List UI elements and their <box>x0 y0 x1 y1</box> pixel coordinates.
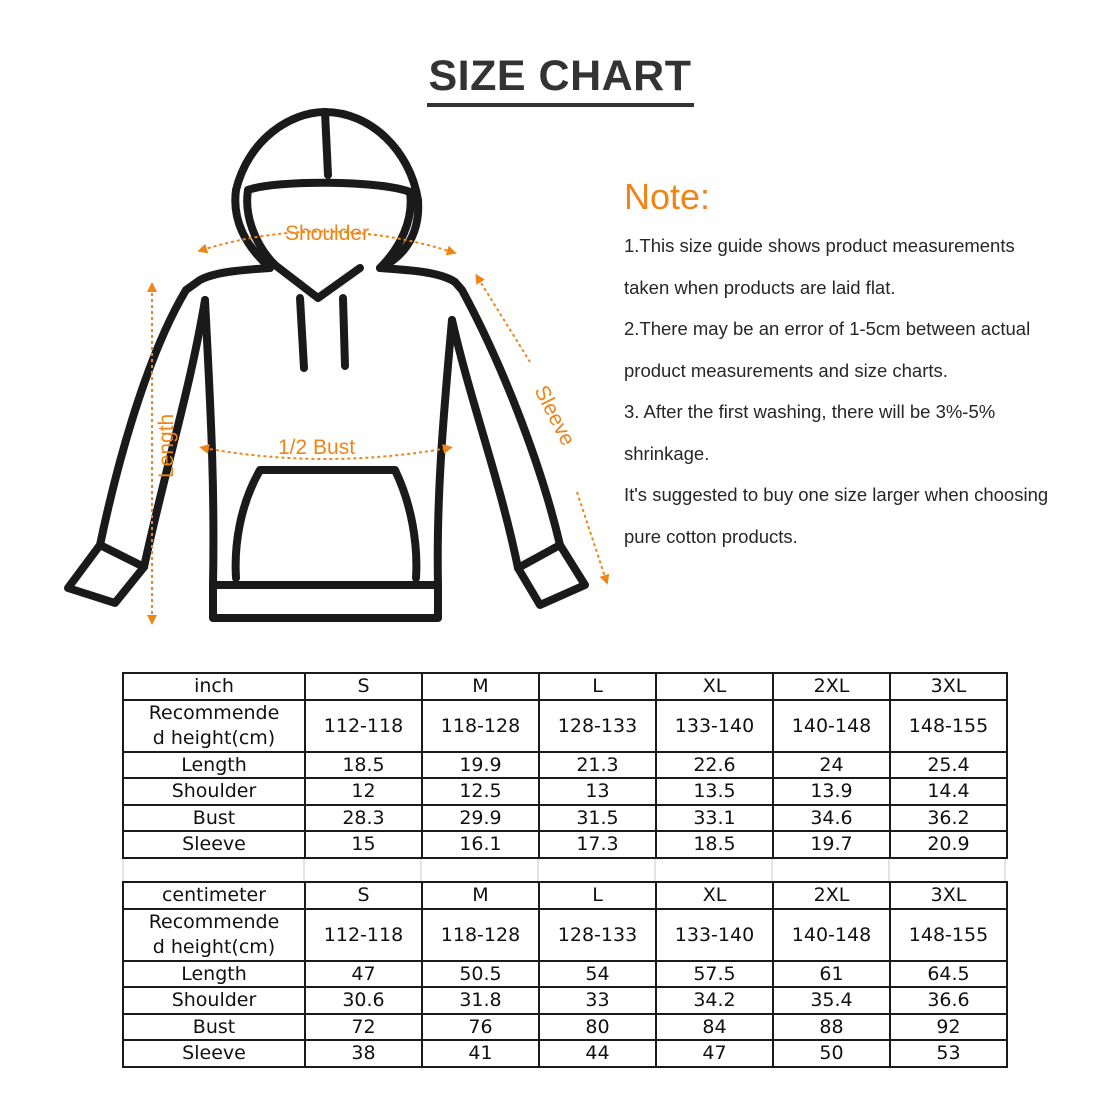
table-cell: 38 <box>305 1040 422 1067</box>
note-line: taken when products are laid flat. <box>624 276 896 298</box>
table-row <box>123 961 1007 988</box>
table-cell: 35.4 <box>773 987 890 1014</box>
inch-size-table <box>122 672 1008 859</box>
size-cell: 2XL <box>773 673 890 700</box>
table-cell: 17.3 <box>539 831 656 858</box>
note-line: 1.This size guide shows product measurements <box>624 235 1015 256</box>
table-cell: 72 <box>305 1014 422 1041</box>
row-label: Bust <box>123 1014 305 1041</box>
table-cell: 31.8 <box>422 987 539 1014</box>
table-row <box>123 700 1007 752</box>
unit-cell: centimeter <box>123 882 305 909</box>
row-label: Sleeve <box>123 1040 305 1067</box>
hoodie-diagram <box>0 95 620 635</box>
table-row <box>123 1014 1007 1041</box>
page-title: SIZE CHART <box>0 52 1120 101</box>
table-cell: 12.5 <box>422 778 539 805</box>
table-cell: 112-118 <box>305 909 422 961</box>
table-cell: 128-133 <box>539 909 656 961</box>
table-cell: 18.5 <box>656 831 773 858</box>
table-cell: 15 <box>305 831 422 858</box>
table-cell: 57.5 <box>656 961 773 988</box>
table-cell: 20.9 <box>890 831 1007 858</box>
size-cell: XL <box>656 673 773 700</box>
row-label: Sleeve <box>123 831 305 858</box>
table-row <box>123 752 1007 779</box>
size-cell: M <box>422 673 539 700</box>
table-cell: 41 <box>422 1040 539 1067</box>
table-cell: 118-128 <box>422 700 539 752</box>
table-cell: 128-133 <box>539 700 656 752</box>
table-cell: 19.9 <box>422 752 539 779</box>
table-cell: 33.1 <box>656 805 773 832</box>
note-heading: Note: <box>624 176 711 217</box>
table-cell: 53 <box>890 1040 1007 1067</box>
size-cell: S <box>305 882 422 909</box>
table-cell: 13.9 <box>773 778 890 805</box>
table-cell: 50.5 <box>422 961 539 988</box>
row-label: Recommende d height(cm) <box>123 909 305 961</box>
table-cell: 148-155 <box>890 909 1007 961</box>
table-cell: 13 <box>539 778 656 805</box>
table-cell: 88 <box>773 1014 890 1041</box>
row-label: Shoulder <box>123 778 305 805</box>
table-cell: 18.5 <box>305 752 422 779</box>
table-row <box>123 1040 1007 1067</box>
table-cell: 21.3 <box>539 752 656 779</box>
note-line: 3. After the first washing, there will be 3%-5% <box>624 401 996 422</box>
row-label: Bust <box>123 805 305 832</box>
table-header-row <box>123 673 1007 700</box>
note-text <box>624 225 1114 557</box>
row-label: Length <box>123 752 305 779</box>
sleeve-arrow-lower <box>577 492 606 580</box>
cm-size-table <box>122 881 1008 1068</box>
table-cell: 112-118 <box>305 700 422 752</box>
table-cell: 50 <box>773 1040 890 1067</box>
table-cell: 16.1 <box>422 831 539 858</box>
table-cell: 140-148 <box>773 909 890 961</box>
table-cell: 118-128 <box>422 909 539 961</box>
table-cell: 54 <box>539 961 656 988</box>
unit-cell: inch <box>123 673 305 700</box>
table-header-row <box>123 882 1007 909</box>
table-row <box>123 831 1007 858</box>
table-cell: 12 <box>305 778 422 805</box>
table-cell: 14.4 <box>890 778 1007 805</box>
table-gap <box>122 859 1006 881</box>
note-line: pure cotton products. <box>624 525 798 547</box>
table-cell: 76 <box>422 1014 539 1041</box>
sleeve-arrow-upper <box>478 278 530 362</box>
table-cell: 133-140 <box>656 909 773 961</box>
table-cell: 36.6 <box>890 987 1007 1014</box>
table-cell: 80 <box>539 1014 656 1041</box>
table-cell: 34.2 <box>656 987 773 1014</box>
table-cell: 44 <box>539 1040 656 1067</box>
table-cell: 28.3 <box>305 805 422 832</box>
table-cell: 33 <box>539 987 656 1014</box>
table-cell: 36.2 <box>890 805 1007 832</box>
note-line: shrinkage. <box>624 442 710 464</box>
row-label: Recommende d height(cm) <box>123 700 305 752</box>
table-cell: 92 <box>890 1014 1007 1041</box>
size-cell: M <box>422 882 539 909</box>
table-cell: 84 <box>656 1014 773 1041</box>
bust-label: 1/2 Bust <box>278 436 356 459</box>
table-cell: 47 <box>305 961 422 988</box>
table-cell: 22.6 <box>656 752 773 779</box>
table-cell: 24 <box>773 752 890 779</box>
size-cell: XL <box>656 882 773 909</box>
table-cell: 148-155 <box>890 700 1007 752</box>
hoodie-outline <box>68 112 585 618</box>
size-cell: L <box>539 882 656 909</box>
table-cell: 29.9 <box>422 805 539 832</box>
row-label: Length <box>123 961 305 988</box>
table-row <box>123 987 1007 1014</box>
size-cell: S <box>305 673 422 700</box>
table-row <box>123 778 1007 805</box>
table-row <box>123 805 1007 832</box>
shoulder-label: Shoulder <box>285 222 370 245</box>
table-cell: 34.6 <box>773 805 890 832</box>
note-line: It's suggested to buy one size larger when choosing <box>624 484 1049 505</box>
table-cell: 47 <box>656 1040 773 1067</box>
size-cell: 3XL <box>890 882 1007 909</box>
size-cell: L <box>539 673 656 700</box>
sleeve-label: Sleeve <box>529 381 580 450</box>
table-row <box>123 909 1007 961</box>
table-cell: 30.6 <box>305 987 422 1014</box>
table-cell: 61 <box>773 961 890 988</box>
table-cell: 25.4 <box>890 752 1007 779</box>
note-line: 2.There may be an error of 1-5cm between actual <box>624 318 1031 339</box>
table-cell: 31.5 <box>539 805 656 832</box>
size-cell: 2XL <box>773 882 890 909</box>
table-cell: 19.7 <box>773 831 890 858</box>
table-cell: 13.5 <box>656 778 773 805</box>
size-cell: 3XL <box>890 673 1007 700</box>
note-line: product measurements and size charts. <box>624 359 948 381</box>
table-cell: 133-140 <box>656 700 773 752</box>
table-cell: 64.5 <box>890 961 1007 988</box>
row-label: Shoulder <box>123 987 305 1014</box>
length-label: Length <box>155 413 178 478</box>
measure-lines <box>152 231 606 620</box>
table-cell: 140-148 <box>773 700 890 752</box>
